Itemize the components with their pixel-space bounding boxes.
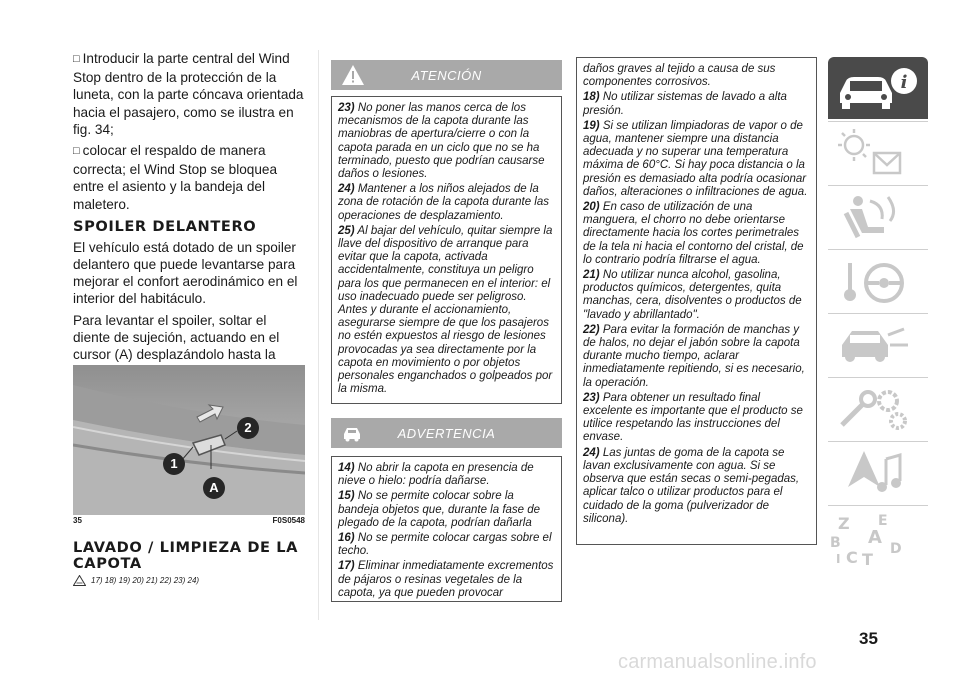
watermark: carmanualsonline.info: [618, 651, 817, 673]
callout-1: 1: [163, 453, 185, 475]
atencion-item-23: 23) No poner las manos cerca de los mecanismos de la capota durante las maniobras de apertura/cierre o con la capota parada en un ciclo que no se ha terminado, puesto que podrían causarse daños o lesiones.: [338, 102, 545, 181]
continuation-item-18: 18) No utilizar sistemas de lavado a alta presión.: [583, 91, 787, 117]
tab-car-info[interactable]: [828, 57, 928, 119]
page-number: 35: [859, 629, 878, 648]
refs-text: 17) 18) 19) 20) 21) 22) 23) 24): [91, 576, 200, 585]
index-letter-c: C: [846, 548, 858, 567]
heading-spoiler: SPOILER DELANTERO: [73, 217, 257, 235]
paragraph-1: El vehículo está dotado de un spoiler delantero que puede levantarse para mejorar el confort aerodinámico en el interior del habitáculo.: [73, 239, 298, 307]
advertencia-header: [331, 418, 562, 448]
index-letter-t: T: [862, 550, 873, 569]
steering-key-icon: [828, 251, 928, 311]
tab-safety[interactable]: [828, 187, 928, 249]
tab-dashboard[interactable]: [828, 123, 928, 185]
car-info-icon: [828, 57, 928, 119]
continuation-item-23: 23) Para obtener un resultado final excelente es importante que el producto se utilice respetando las instrucciones del envase.: [583, 391, 803, 444]
advertencia-item-15: 15) No se permite colocar sobre la bandeja objetos que, durante la fase de plegado de la capota, podrían dañarla: [338, 490, 541, 529]
index-letter-z: Z: [838, 514, 850, 533]
advertencia-title: ADVERTENCIA: [397, 425, 496, 441]
car-breakdown-icon: [828, 315, 928, 375]
paragraph-2: Para levantar el spoiler, soltar el diente de sujeción, actuando en el cursor (A) desplazándolo hasta la: [73, 312, 280, 363]
column-divider: [318, 50, 319, 620]
advertencia-box: [331, 456, 562, 602]
figure-35: [73, 365, 305, 515]
airbag-seat-icon: [828, 187, 928, 247]
continuation-item-24: 24) Las juntas de goma de la capota se lavan exclusivamente con agua. Si se observa que están secas o semi-pegadas, aplicar talco o utilizar productos para el cuidado de la goma (pulverizador de silicona).: [583, 446, 800, 525]
index-letter-i: I: [836, 552, 841, 566]
warning-triangle-icon: [73, 575, 86, 586]
atencion-header: [331, 60, 562, 90]
atencion-item-24: 24) Mantener a los niños alejados de la zona de rotación de la capota durante las operaciones de desplazamiento.: [338, 183, 549, 222]
index-letter-e: E: [878, 513, 888, 529]
bullet-2: □ colocar el respaldo de manera correcta; el Wind Stop se bloquea entre el asiento y la bandeja del maletero.: [73, 142, 305, 213]
tab-starting[interactable]: [828, 251, 928, 313]
continuation-lead: daños graves al tejido a causa de sus componentes corrosivos.: [583, 63, 776, 89]
continuation-item-21: 21) No utilizar nunca alcohol, gasolina, productos químicos, detergentes, quita manchas, cera, disolventes o productos de "lavado y abrillantado".: [583, 269, 802, 321]
music-nav-icon: [828, 443, 928, 503]
tab-maintenance[interactable]: [828, 379, 928, 441]
figure-number: 35: [73, 516, 82, 525]
tab-emergency[interactable]: [828, 315, 928, 377]
spanner-gears-icon: [828, 379, 928, 439]
atencion-title: ATENCIÓN: [411, 67, 482, 83]
continuation-item-20: 20) En caso de utilización de una manguera, el chorro no debe orientarse directamente hacia los cortes perimetrales de la tela ni hacia el contorno del cristal, de lo contrario podría filtrarse el agua.: [583, 201, 804, 266]
index-letters-icon: [828, 507, 928, 569]
continuation-item-22: 22) Para evitar la formación de manchas y de halos, no dejar el jabón sobre la capota durante mucho tiempo, aclarar inmediatamente repitiendo, si es necesario, la operación.: [583, 323, 805, 389]
callout-2: 2: [237, 417, 259, 439]
continuation-box: [576, 57, 817, 545]
index-letter-a: A: [868, 527, 882, 548]
bullet-1: □ Introducir la parte central del Wind Stop dentro de la protección de la luneta, con la parte cóncava orientada hacia el pasajero, como se ilustra en fig. 34;: [73, 50, 305, 138]
figure-code: F0S0548: [272, 516, 305, 525]
continuation-item-19: 19) Si se utilizan limpiadoras de vapor o de agua, mantener siempre una distancia adecuada y no superar una temperatura máxima de 60°C. Si hay poca distancia o la presión es demasiado alta podría ocasionar daños, alteraciones o infiltraciones de agua.: [583, 119, 808, 198]
atencion-item-25: 25) Al bajar del vehículo, quitar siempre la llave del dispositivo de arranque para evitar que la capota, activada accidentalmente, constituya un peligro para los que permanecen en el interior: el uso inadecuado puede ser peligroso. Antes y durante el accionamiento, asegurarse siempre de que los pasajeros no estén expuestos al riesgo de lesiones provocadas ya sea directamente por la capota en movimiento o por objetos personales enganchados o golpeados por la misma.: [338, 224, 553, 396]
advertencia-item-16: 16) No se permite colocar cargas sobre el techo.: [338, 532, 552, 558]
advertencia-item-17: 17) Eliminar inmediatamente excrementos de pájaros o resinas vegetales de la capota, ya que pueden provocar: [338, 560, 554, 599]
spoiler-illustration: [73, 365, 305, 515]
atencion-box: [331, 96, 562, 404]
column-1: [73, 50, 305, 384]
figure-caption: [73, 516, 305, 525]
svg-text:i: i: [900, 72, 908, 93]
tab-index[interactable]: [828, 507, 928, 569]
heading-lavado: LAVADO / LIMPIEZA DE LA CAPOTA: [73, 539, 299, 572]
tab-multimedia[interactable]: [828, 443, 928, 505]
dashboard-lights-icon: [828, 123, 928, 183]
advertencia-item-14: 14) No abrir la capota en presencia de nieve o hielo: podría dañarse.: [338, 462, 534, 488]
index-letter-b: B: [830, 535, 841, 551]
index-letter-d: D: [890, 541, 902, 557]
warning-refs: [73, 575, 199, 586]
callout-a: A: [203, 477, 225, 499]
